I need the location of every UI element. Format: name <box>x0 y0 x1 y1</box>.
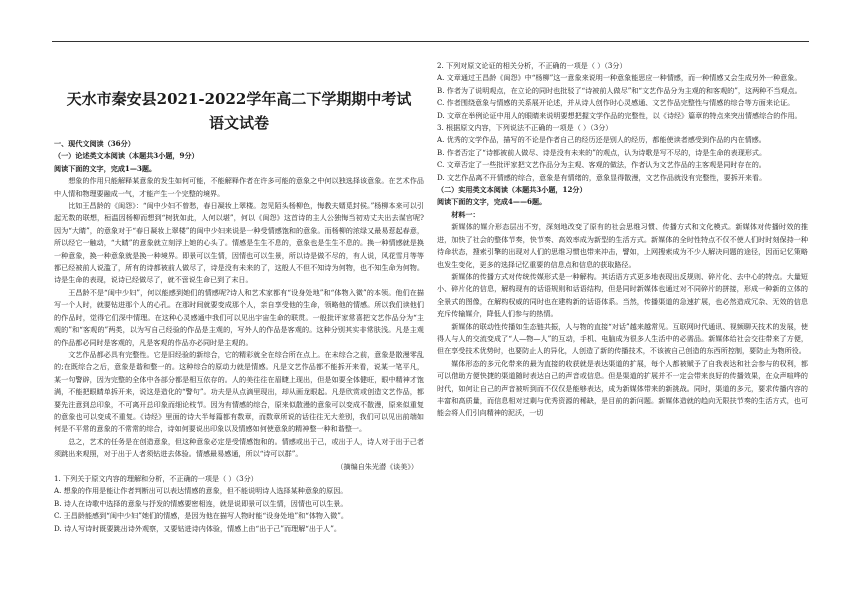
question-3: 3. 根据原文内容，下列说法不正确的一项是（ ）（3分） <box>437 123 613 133</box>
passage-paragraph: 文艺作品都必具有完整性。它是旧经验的新综合，它的精彩就全在综合所在点上。在未综合之前，意象是散漫零乱的;在既综合之后，意象是谐和整一的。这种综合的原动力就是情感。凡是文艺作品都不能拆开来看，说某一笔平凡，某一句警辟，因为完整的全体中各部分都是相互依存的。人的美往往在眉睫上现出，但是如要全体健旺，眼中精神才饱满，不能把眼睛单拆开来，说这是造化的“警句”。功夫是从点滴里现出，却从画龙眼起。凡是欣赏或创造文艺作品，都要先注意到总印象，不可离开总印象而细论枝节。因为有情感的综合，原来似散漫的意象可以变成不散漫，原来似重复的意象也可以变成不重复。《诗经》里面的诗大半每篇都有数章，而数章所说的话往往无大差别，我们可以见出前端如何是不平常的意象的不常常的综合，诗如何要说出印象以及情感如何使意象的精神整一种和谐整一。 <box>54 349 424 434</box>
question-option: A. 想象的作用是能让作者判断出可以表达情感的意象，但不能说明诗人选择某种意象的原因。 <box>54 486 348 496</box>
passage-paragraph: 媒体形态的多元化带来的最为直接的收获就是表达渠道的扩展，每个人都被赋予了自我表达和社会参与的权利，都可以借助方便快捷的渠道随时表达自己的声音或信息。但是渠道的扩展并不一定会带来良好的传播效果，在众声喧哗的时代，如何让自己的声音被听到而不仅仅是能够表达，成为新媒体带来的新挑战。同时，渠道的多元，要求传播内容的丰富和高质量，而信息相对过剩与优秀资源的稀缺，是目前的新问题。新媒体造就的趋向无限扶节奏的生活方式，也可能会将人们引向精神的泥沃，一切 <box>437 358 808 418</box>
question-1: 1. 下列关于原文内容的理解和分析，不正确的一项是（ ）（3分） <box>54 473 258 483</box>
question-option: D. 文章在举例论证中用人的眼睛来说明要想把握文学作品的完整性，以《诗经》篇章的特点来突出情感综合的作用。 <box>437 110 802 120</box>
exam-title: 天水市秦安县2021-2022学年高二下学期期中考试 <box>66 90 412 108</box>
passage-paragraph: 总之，艺术的任务是在创造意象，但这种意象必定是受情感饱和的。情感或出于己，或出于人，诗人对于出于己者须跳出来观照，对于出于人者须钻进去体验。情感最易感通，所以“诗可以群”。 <box>54 436 424 459</box>
question-option: C. 王昌龄能感到“闺中少妇”她们的情感，是因为他在描写人物时能“设身处地”和“体物入微”。 <box>54 511 348 521</box>
question-option: D. 诗人写诗时既要跳出诗外观察，又要钻进诗内体验，情感上由“出于己”而理解“出于人”。 <box>54 523 341 533</box>
passage-paragraph: 比如王昌龄的《闺怨》：“闺中少妇不曾愁，春日凝妆上翠楼。忽见陌头杨柳色，悔教夫婿觅封侯。”杨柳本来可以引起无数的联想，桓温因杨柳而想到“树犹如此，人何以堪”，何以《闺怨》这首诗的主人公独悔当初劝丈夫出去谋官呢?因为“大睛”，的意象对于“春日凝妆上翠楼”的闺中少妇来说是一种受情感饱和的意象。而杨柳的浓绿又最易惹起春意，所以经它一触动，“大睛”的意象就立刻浮上她的心头了。情感是生生不息的，意象也是生生不息的。换一种情感就是换一种意象，换一种意象就是换一种境界。即景可以生情，因情也可以生景，所以诗是做不尽的，有人说，风花雪月等等都已经被前人说滥了，所有的诗都被前人做尽了，诗是没有未来的了，这般人不但不知诗为何物，也不知生命为何物。诗是生命的表现，说诗已经做尽了，就不啻说生命已到了末日。 <box>54 201 424 285</box>
passage-paragraph: 新媒体的联动性传播如生态链共振，人与物的直接“对话”越来越常见。互联网时代通讯、视频聊天技术的发展，使得人与人的交流变成了“人—物—人”的互动，手机、电脑成为很多人生活中的必需品。新媒体给社会交往带来了方便，但在享受技术优势时，也要防止人的异化，人创造了新的传播技术，不该被自己创造的东西所控制，要防止为物所役。 <box>437 321 808 356</box>
reading-instruction: 阅读下面的文字，完成1—3题。 <box>54 163 157 173</box>
reading-instruction: 阅读下面的文字，完成4——6题。 <box>437 197 547 207</box>
question-option: A. 文章通过王昌龄《闺怨》中“杨柳”这一意象来说明一种意象能思应一种情感，而一种情感又会生成另外一种意象。 <box>437 73 802 83</box>
question-2: 2. 下列对原文论证的相关分析，不正确的一项是（ ）（3分） <box>437 61 627 70</box>
question-option: C. 文章否定了一些批评家把文艺作品分为主观、客观的做法，作者认为文艺作品的主客观是同时存在的。 <box>437 160 766 170</box>
question-option: B. 诗人在诗歌中选择的意象与抒发的情感要密相连，就是说即景可以生情，因情也可以生景。 <box>54 498 348 508</box>
question-option: B. 作者为了说明观点，在立论的同时也批驳了“诗被前人做尽”和“文艺作品分为主观的和客观的”，这两种不当观点。 <box>437 85 802 95</box>
passage-paragraph: 新媒体的传播方式对传统传媒形式是一种解构。其话语方式更多地表现出反规则、碎片化、去中心的特点。大量短小、碎片化的信息，解构现有的话语规则和话语结构，但是同时新媒体也通过对不同碎片的拼接，形成一种新的立体的全景式的图像，在解构权威的同时也在建构新的话语体系。当然，传播渠道的急速扩展，也必然造成冗杂、无效的信息充斥传输媒介，降低人们参与的热情。 <box>437 271 808 319</box>
passage-source: （摘编自朱光潜《谈美》） <box>336 461 418 471</box>
right-column <box>437 60 808 590</box>
section-heading: 一、现代文阅读（36分） <box>54 139 135 148</box>
passage-paragraph: 新媒体的媒介形态层出不穷，深刻地改变了原有的社会思维习惯、传播方式和文化模式。新媒体对传播时效的推进，加快了社会的整体节奏，快节奏、高效率成为新型的生活方式。新媒体的全时性特点不仅不使人们时时刻保持一种待命状态，搜索引擎的出现对人们的思维习惯也带来冲击，譬如，上网搜索成为不少人解决问题的途径，因而记忆策略也发生变化，更多的选择记忆重要的信息点和信息的获取路径。 <box>437 222 808 269</box>
question-option: D. 文艺作品离不开情感的综合，意象是有情绪的，意象显得散漫，文艺作品就没有完整性，要拆开来看。 <box>437 172 767 182</box>
question-option: C. 作者围绕意象与情感的关系展开论述，并从诗人创作时心灵感通、文艺作品完整性与情感的综合等方面来论证。 <box>437 98 795 108</box>
passage-paragraph: 王昌龄不是“闺中少妇”，何以能感到她们的情感呢?诗人和艺术家都有“设身处地”和“体物入微”的本领。他们在描写一个人时，就要钻进那个人的心孔。在那时间就要变成那个人，亲自享受他的生命，领略他的情感。所以我们读他们的作品时，觉得它们深中情理。在这种心灵感通中我们可以见出宇宙生命的联贯。一般批评家常喜把文艺作品分为“主观的”和“客观的”两类，以为写自己经验的作品是主观的，写外人的作品是客观的。这种分别其实非常肤浅。凡是主观的作品都必同时是客观的，凡是客观的作品亦必同时是主观的。 <box>54 287 424 347</box>
left-column <box>54 60 424 590</box>
material-label: 材料一： <box>451 209 480 219</box>
question-option: A. 优秀的文学作品，描写的不论是作者自己的经历还是别人的经历，都能使读者感受到作品的内在情感。 <box>437 135 766 145</box>
question-option: B. 作者否定了“诗都被前人做尽、诗是没有未来的”的观点，认为诗歌是写不尽的，诗是生命的表现形式。 <box>437 147 767 157</box>
subsection-heading: （一）论述类文本阅读（本题共3小题，9分） <box>54 151 199 161</box>
subsection-heading: （二）实用类文本阅读（本题共3小题，12分） <box>437 185 587 195</box>
passage-paragraph: 想象的作用只能解释某意象的发生如何可能，不能解释作者在许多可能的意象之中何以独选择该意象。在艺术作品中人情和物理要融成一气，才能产生一个完整的境界。 <box>54 176 424 198</box>
top-rule <box>52 41 809 42</box>
exam-subtitle: 语文试卷 <box>208 114 269 132</box>
